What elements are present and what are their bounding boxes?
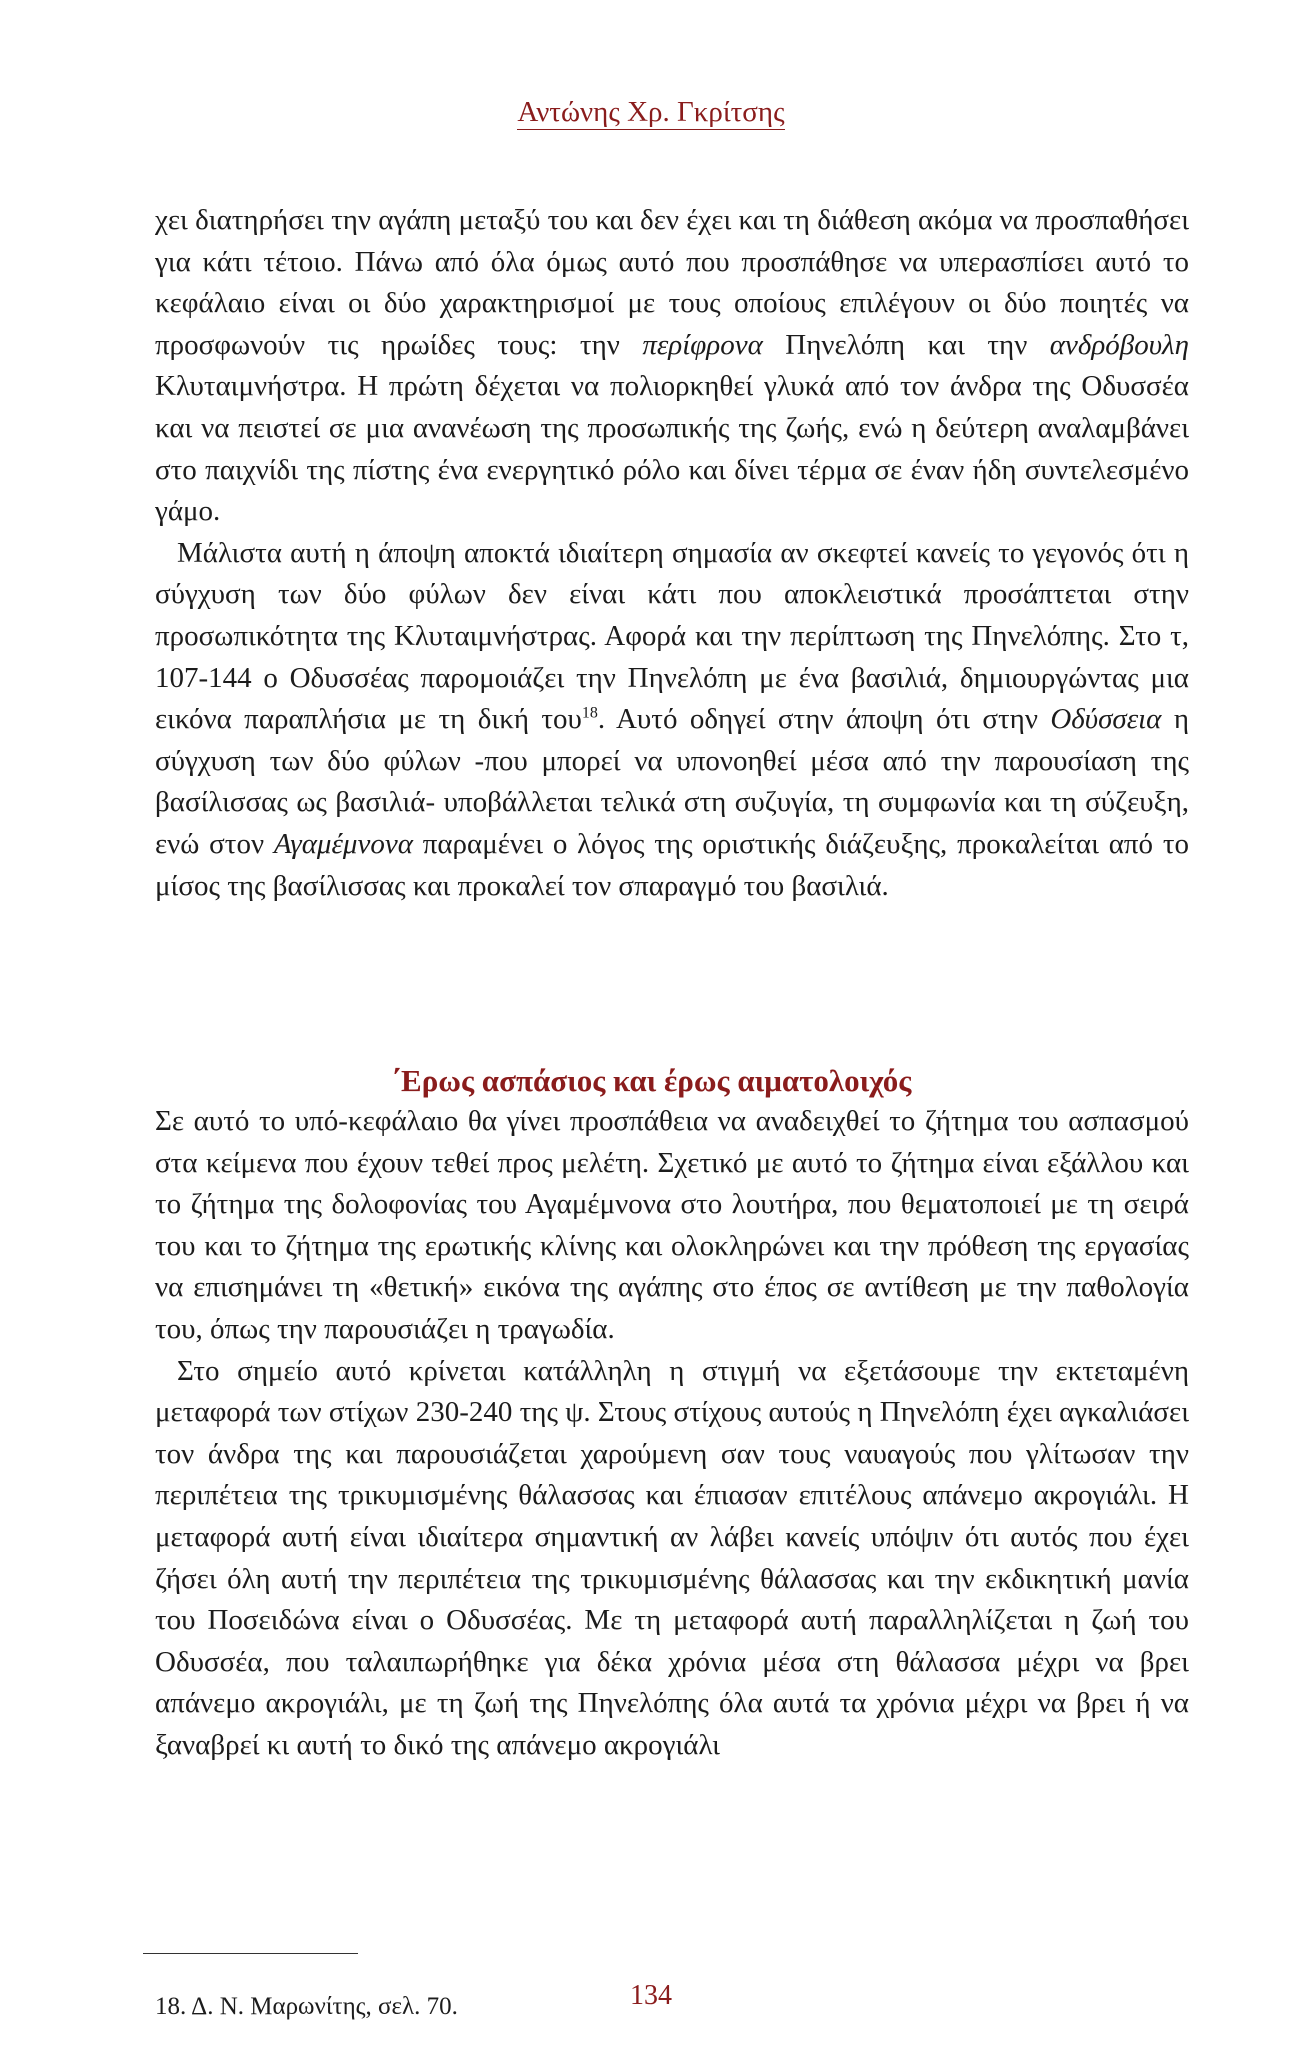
paragraph-2-text-b: . Αυτό οδηγεί στην άποψη ότι στην <box>597 703 1051 736</box>
section-heading: ΄Ερως ασπάσιος και έρως αιματολοιχός <box>390 1063 912 1098</box>
paragraph-1 <box>155 200 1189 533</box>
italic-title-odyssey: Οδύσσεια <box>1050 703 1162 736</box>
footnote: 18. Δ. Ν. Μαρωνίτης, σελ. 70. <box>155 1993 458 2020</box>
italic-term-androvouli: ανδρόβουλη <box>1049 328 1189 361</box>
italic-term-perifrona: περίφρονα <box>642 328 763 361</box>
paragraph-1-text-c: Κλυταιμνήστρα. Η πρώτη δέχεται να πολιορκηθεί γλυκά από τον άνδρα της Οδυσσέα και να πειστεί σε μια ανανέωση της προσωπικής της ζωής, ενώ η δεύτερη αναλαμβάνει στο παιχνίδι της πίστης ένα ενεργητικό ρόλο και δίνει τέρμα σε έναν ήδη συντελεσμένο γάμο. <box>155 370 1189 528</box>
paragraph-2-text-d: παραμένει ο λόγος της οριστικής διάζευξης, προκαλείται από το μίσος της βασίλισσας και προκαλεί τον σπαραγμό του βασιλιά. <box>155 827 1189 902</box>
paragraph-2 <box>155 533 1189 907</box>
paragraph-2-text-a: Μάλιστα αυτή η άποψη αποκτά ιδιαίτερη σημασία αν σκεφτεί κανείς το γεγονός ότι η σύγχυση των δύο φύλων δεν είναι κάτι που αποκλειστικά προσάπτεται στην προσωπικότητα της Κλυταιμνήστρας. Αφορά και την περίπτωση της Πηνελόπης. Στο τ, 107-144 ο Οδυσσέας παρομοιάζει την Πηνελόπη με ένα βασιλιά, δημιουργώντας μια εικόνα παραπλήσια με τη δική του <box>155 536 1189 736</box>
section-1-text <box>155 200 1189 907</box>
paragraph-4: Στο σημείο αυτό κρίνεται κατάλληλη η στιγμή να εξετάσουμε την εκτεταμένη μεταφορά των στίχων 230-240 της ψ. Στους στίχους αυτούς η Πηνελόπη έχει αγκαλιάσει τον άνδρα της και παρουσιάζεται χαρούμενη σαν τους ναυαγούς που γλίτωσαν την περιπέτεια της τρικυμισμένης θάλασσας και έπιασαν επιτέλους απάνεμο ακρογιάλι. Η μεταφορά αυτή είναι ιδιαίτερα σημαντική αν λάβει κανείς υπόψιν ότι αυτός που έχει ζήσει όλη αυτή την περιπέτεια της τρικυμισμένης θάλασσας και την εκδικητική μανία του Ποσειδώνα είναι ο Οδυσσέας. Με τη μεταφορά αυτή παραλληλίζεται η ζωή του Οδυσσέα, που ταλαιπωρήθηκε για δέκα χρόνια μέσα στη θάλασσα μέχρι να βρει απάνεμο ακρογιάλι, με τη ζωή της Πηνελόπης όλα αυτά τα χρόνια μέχρι να βρει ή να ξαναβρεί κι αυτή το δικό της απάνεμο ακρογιάλι <box>155 1354 1189 1761</box>
footnote-reference[interactable]: 18 <box>581 704 598 722</box>
footnote-divider <box>143 1953 358 1954</box>
paragraph-3: Σε αυτό το υπό-κεφάλαιο θα γίνει προσπάθεια να αναδειχθεί το ζήτημα του ασπασμού στα κείμενα που έχουν τεθεί προς μελέτη. Σχετικό με αυτό το ζήτημα είναι εξάλλου και το ζήτημα της δολοφονίας του Αγαμέμνονα στο λουτήρα, που θεματοποιεί με τη σειρά του και το ζήτημα της ερωτικής κλίνης και ολοκληρώνει και την πρόθεση της εργασίας να επισημάνει τη «θετική» εικόνα της αγάπης στο έπος σε αντίθεση με την παθολογία του, όπως την παρουσιάζει η τραγωδία. <box>155 1105 1189 1345</box>
author-name: Αντώνης Χρ. Γκρίτσης <box>517 96 785 128</box>
italic-title-agamemnon: Αγαμέμνονα <box>273 827 413 860</box>
section-2-text <box>155 1101 1189 1767</box>
paragraph-1-text-b: Πηνελόπη και την <box>762 328 1050 361</box>
page-number: 134 <box>630 1980 672 2011</box>
paragraph-2-text-c: η σύγχυση των δύο φύλων -που μπορεί να υπονοηθεί μέσα από την παρουσίαση της βασίλισσας ως βασιλιά- υποβάλλεται τελικά στη συζυγία, τη συμφωνία και τη σύζευξη, ενώ στον <box>155 703 1189 860</box>
paragraph-1-text-a: χει διατηρήσει την αγάπη μεταξύ του και δεν έχει και τη διάθεση ακόμα να προσπαθήσει για κάτι τέτοιο. Πάνω από όλα όμως αυτό που προσπάθησε να υπερασπίσει αυτό το κεφάλαιο είναι οι δύο χαρακτηρισμοί με τους οποίους επιλέγουν οι δύο ποιητές να προσφωνούν τις ηρωίδες τους: την <box>155 204 1189 361</box>
running-head <box>0 96 1302 129</box>
